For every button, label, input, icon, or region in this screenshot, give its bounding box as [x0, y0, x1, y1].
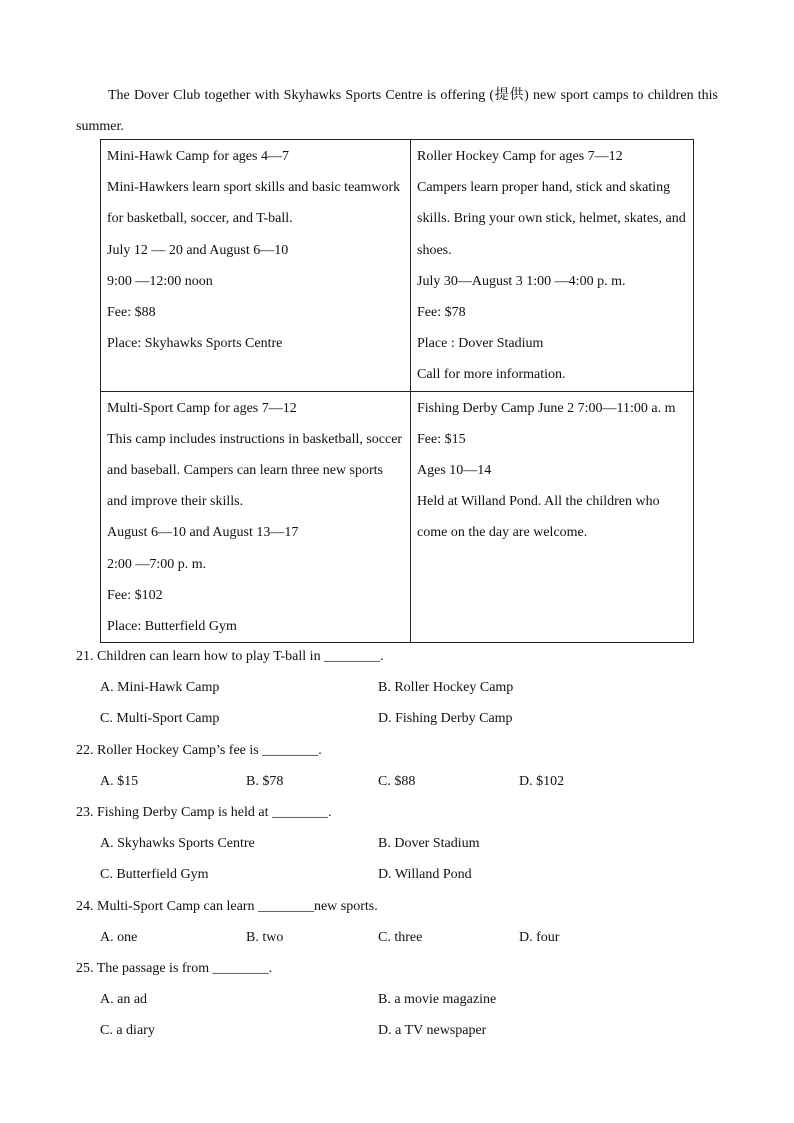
option-b[interactable]: B. two	[246, 929, 284, 945]
option-b[interactable]: B. Dover Stadium	[378, 836, 480, 852]
option-b[interactable]: B. Roller Hockey Camp	[378, 680, 514, 696]
camp-fee: Fee: $15	[417, 431, 466, 447]
camp-description: This camp includes instructions in basketball, soccer and baseball. Campers can learn three new sports and improve their skills.	[107, 431, 403, 510]
option-c[interactable]: C. $88	[378, 773, 416, 789]
question-options	[76, 859, 718, 890]
question-options	[76, 672, 718, 703]
camp-place: Held at Willand Pond. All the children who come on the day are welcome.	[417, 494, 660, 541]
camp-fee: Fee: $88	[107, 305, 156, 321]
mini-hawk-camp-cell	[101, 140, 411, 392]
camp-time: 9:00 —12:00 noon	[107, 273, 213, 289]
option-c[interactable]: C. Multi-Sport Camp	[100, 711, 220, 727]
option-a[interactable]: A. $15	[100, 773, 139, 789]
camp-place: Place: Skyhawks Sports Centre	[107, 336, 283, 352]
intro-text: The Dover Club together with Skyhawks Sports Centre is offering (提供) new sport camps to children this summer.	[76, 88, 718, 134]
camp-note: Call for more information.	[417, 367, 566, 383]
camp-title: Multi-Sport Camp for ages 7—12	[107, 400, 297, 416]
question-list	[76, 641, 718, 1046]
camp-dates: July 12 — 20 and August 6—10	[107, 242, 289, 258]
option-b[interactable]: B. $78	[246, 773, 284, 789]
question-options	[76, 1015, 718, 1046]
intro-paragraph	[76, 80, 718, 142]
question-options	[76, 766, 718, 797]
option-a[interactable]: A. one	[100, 929, 138, 945]
roller-hockey-camp-cell	[411, 140, 694, 392]
option-a[interactable]: A. Mini-Hawk Camp	[100, 680, 220, 696]
question-stem: 25. The passage is from ________.	[76, 960, 273, 976]
question-options	[76, 984, 718, 1015]
camp-dates-time: July 30—August 3 1:00 —4:00 p. m.	[417, 273, 626, 289]
camp-dates: August 6—10 and August 13—17	[107, 525, 299, 541]
option-a[interactable]: A. an ad	[100, 992, 148, 1008]
table-row	[101, 140, 694, 392]
question-stem: 21. Children can learn how to play T-ball in ________.	[76, 649, 384, 664]
question-options	[76, 828, 718, 859]
option-c[interactable]: C. Butterfield Gym	[100, 867, 209, 883]
camp-title: Roller Hockey Camp for ages 7—12	[417, 149, 623, 164]
option-b[interactable]: B. a movie magazine	[378, 992, 497, 1008]
option-a[interactable]: A. Skyhawks Sports Centre	[100, 836, 255, 852]
camp-description: Mini-Hawkers learn sport skills and basic teamwork for basketball, soccer, and T-ball.	[107, 180, 401, 227]
option-c[interactable]: C. a diary	[100, 1023, 155, 1039]
option-c[interactable]: C. three	[378, 929, 423, 945]
question-options	[76, 703, 718, 734]
question-stem: 23. Fishing Derby Camp is held at ________.	[76, 804, 332, 820]
camp-fee: Fee: $102	[107, 587, 163, 603]
question-options	[76, 922, 718, 953]
camp-description: Campers learn proper hand, stick and skating skills. Bring your own stick, helmet, skates, and shoes.	[417, 180, 686, 258]
camp-fee: Fee: $78	[417, 305, 466, 321]
question-stem: 22. Roller Hockey Camp’s fee is ________.	[76, 742, 322, 758]
option-d[interactable]: D. Fishing Derby Camp	[378, 711, 513, 727]
camp-title: Fishing Derby Camp June 2 7:00—11:00 a. m	[417, 400, 676, 416]
camp-place: Place: Butterfield Gym	[107, 619, 237, 635]
question-stem: 24. Multi-Sport Camp can learn ________new sports.	[76, 898, 378, 914]
multi-sport-camp-cell	[101, 391, 411, 643]
camp-place: Place : Dover Stadium	[417, 336, 544, 352]
camp-ages: Ages 10—14	[417, 463, 492, 479]
camp-time: 2:00 —7:00 p. m.	[107, 556, 207, 572]
option-d[interactable]: D. a TV newspaper	[378, 1023, 487, 1039]
option-d[interactable]: D. $102	[519, 773, 565, 789]
option-d[interactable]: D. four	[519, 929, 560, 945]
table-row	[101, 391, 694, 643]
option-d[interactable]: D. Willand Pond	[378, 867, 472, 883]
fishing-derby-camp-cell	[411, 391, 694, 643]
camp-schedule-table	[100, 139, 694, 643]
camp-title: Mini-Hawk Camp for ages 4—7	[107, 149, 289, 164]
